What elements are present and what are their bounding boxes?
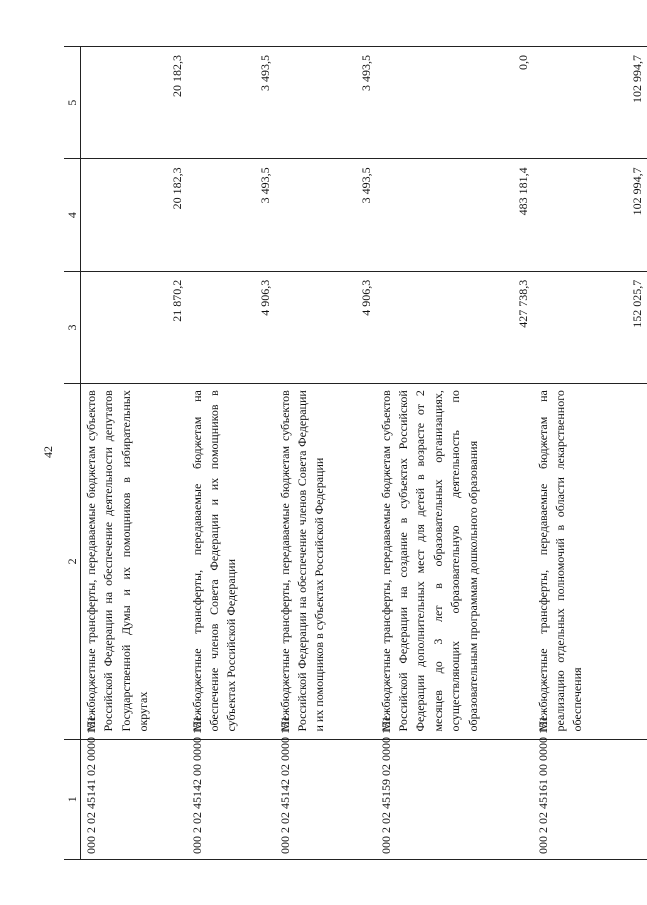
item-name-text: Межбюджетные трансферты, передаваемые бюджетам субъектов Российской Федерации на обеспечение деятельности депутатов Государственной Думы и их помощников в избирательных округах	[84, 390, 151, 732]
value-col5: 0,0	[376, 47, 533, 159]
table-row	[187, 47, 275, 860]
item-name-text: Межбюджетные трансферты, передаваемые бюджетам субъектов Российской Федерации на обеспечение членов Совета Федерации и их помощников в субъектах Российской Федерации	[277, 390, 327, 732]
item-name-text: Межбюджетные трансферты, передаваемые бюджетам на реализацию отдельных полномочий в области лекарственного обеспечения	[535, 390, 585, 732]
item-name	[187, 384, 275, 739]
budget-code: 000 2 02 45142 02 0000 151	[275, 739, 376, 859]
budget-code: 000 2 02 45159 02 0000 151	[376, 739, 533, 859]
value-col3: 427 738,3	[376, 271, 533, 383]
item-name-text: Межбюджетные трансферты, передаваемые бюджетам субъектов Российской Федерации на создание в субъектах Российской Федерации дополнительных мест для детей в возрасте от 2 месяцев до 3 лет в образовательных организациях, осуществляющих образовательную деятельность по образовательным программам дошкольного образования	[378, 390, 480, 732]
value-col3: 152 025,7	[533, 271, 647, 383]
column-number-1: 1	[64, 739, 81, 859]
table-row	[533, 47, 647, 860]
budget-code: 000 2 02 45142 00 0000 151	[187, 739, 275, 859]
value-col5: 102 994,7	[533, 47, 647, 159]
table-row	[81, 47, 187, 860]
item-name	[376, 384, 533, 739]
item-name	[275, 384, 376, 739]
budget-code: 000 2 02 45161 00 0000 151	[533, 739, 647, 859]
value-col3: 4 906,3	[187, 271, 275, 383]
value-col3: 21 870,2	[81, 271, 187, 383]
value-col5: 20 182,3	[81, 47, 187, 159]
column-number-5: 5	[64, 47, 81, 159]
table-header-row	[64, 47, 81, 860]
item-name-text: Межбюджетные трансферты, передаваемые бюджетам на обеспечение членов Совета Федерации и их помощников в субъектах Российской Федерации	[189, 390, 239, 732]
page-number: 42	[41, 446, 55, 458]
value-col4: 102 994,7	[533, 159, 647, 271]
column-number-4: 4	[64, 159, 81, 271]
item-name	[81, 384, 187, 739]
column-number-3: 3	[64, 271, 81, 383]
value-col3: 4 906,3	[275, 271, 376, 383]
value-col4: 3 493,5	[275, 159, 376, 271]
value-col4: 20 182,3	[81, 159, 187, 271]
value-col4: 3 493,5	[187, 159, 275, 271]
column-number-2: 2	[64, 384, 81, 739]
budget-code: 000 2 02 45141 02 0000 151	[81, 739, 187, 859]
table-row	[376, 47, 533, 860]
value-col5: 3 493,5	[275, 47, 376, 159]
item-name	[533, 384, 647, 739]
value-col4: 483 181,4	[376, 159, 533, 271]
budget-table	[64, 46, 647, 860]
value-col5: 3 493,5	[187, 47, 275, 159]
table-row	[275, 47, 376, 860]
